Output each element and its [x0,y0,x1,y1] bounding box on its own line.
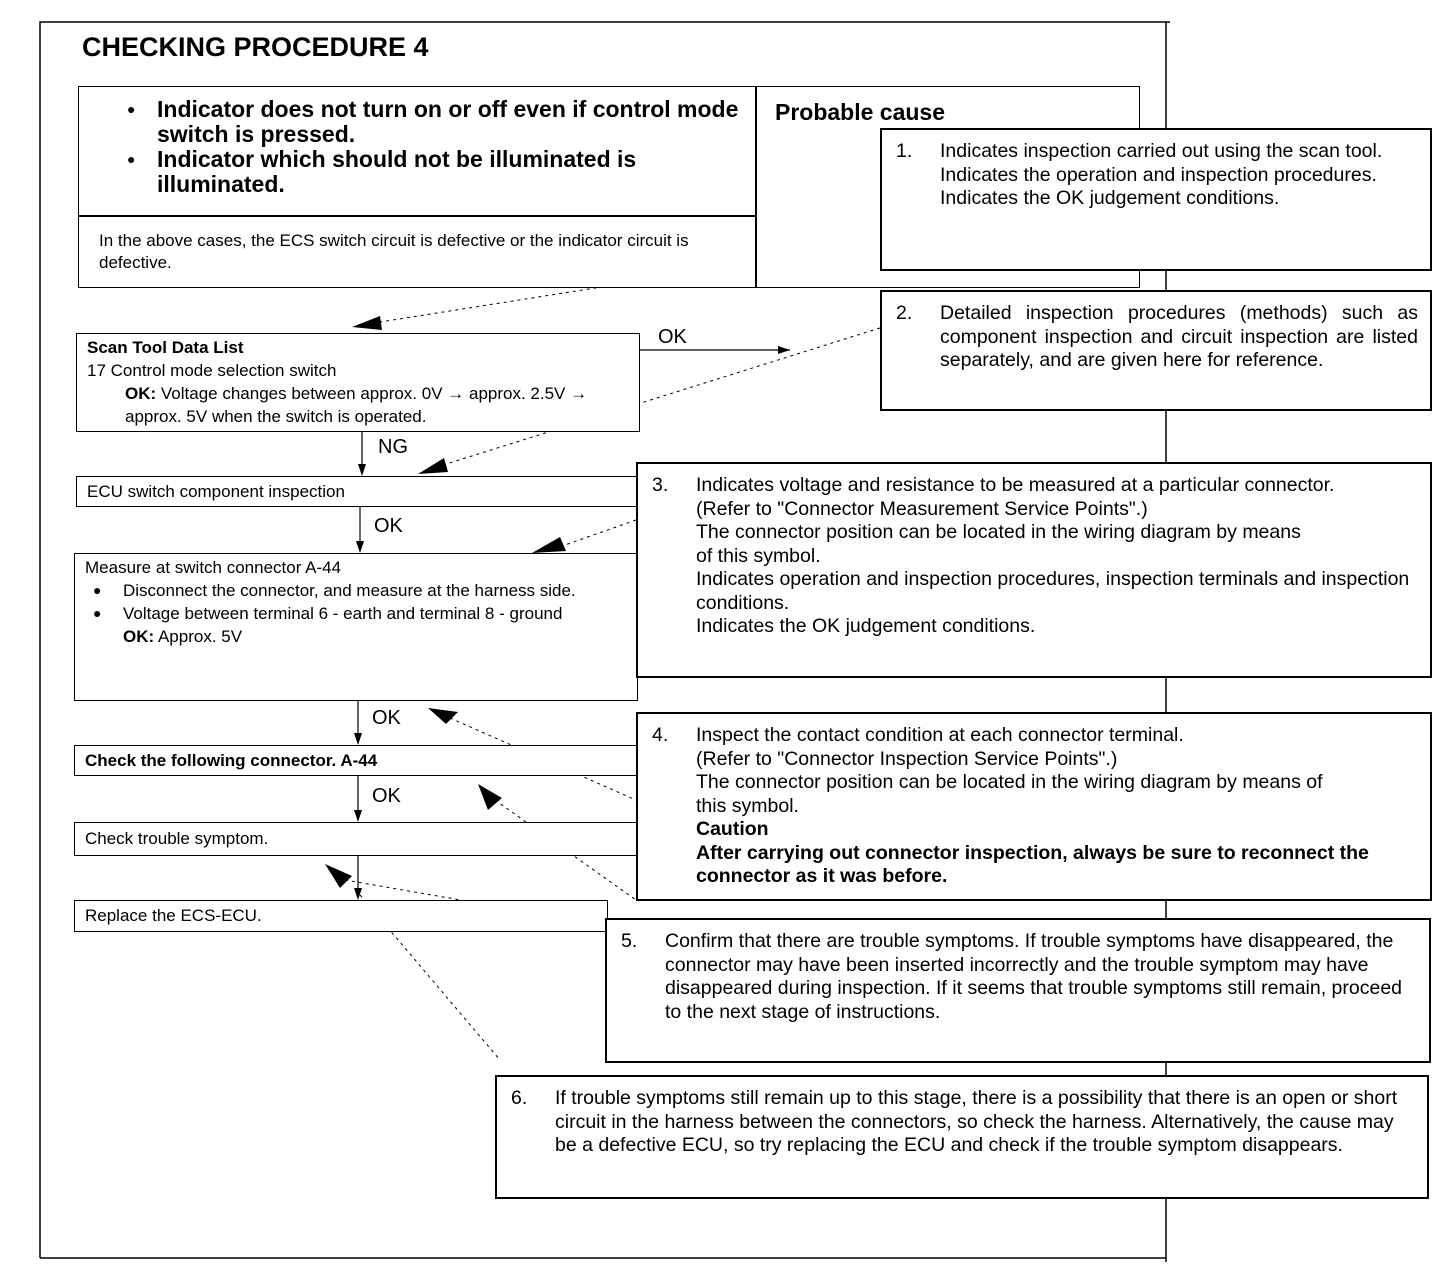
pointer-triangle-icon [352,316,382,330]
callout-1 [880,128,1432,271]
pointer-triangle-icon [532,537,566,553]
symptom-item: ● Indicator which should not be illuminated is illuminated. [119,147,739,197]
callout-line: Indicates the OK judgement conditions. [696,615,1036,637]
measure-title: Measure at switch connector A-44 [85,558,342,577]
callout-text: If trouble symptoms still remain up to this stage, there is a possibility that there is an open or short circuit in the harness between the connectors, so check the harness. Alternatively, the cause may be a defective ECU, so try replacing the ECU and check if the trouble symptom disappears. [555,1087,1398,1156]
callout-6 [495,1075,1429,1199]
callout-line: Indicates voltage and resistance to be measured at a particular connector. [696,474,1335,496]
pointer-triangle-icon [478,784,502,810]
explanation-text: In the above cases, the ECS switch circuit is defective or the indicator circuit is defective. [99,231,689,272]
callout-line: Indicates inspection carried out using the scan tool. [940,140,1383,162]
ok-label: OK: [123,627,155,646]
ecu-inspection-box: ECU switch component inspection [76,476,638,507]
arrowhead-icon [354,733,362,745]
caution-text: After carrying out connector inspection, always be sure to reconnect the connector as it was before. [696,841,1369,887]
ok-label-1: OK [374,515,403,537]
check-symptom-box: Check trouble symptom. [74,822,638,856]
arrowhead-icon [356,541,364,553]
callout-3 [636,462,1432,678]
callout-line: (Refer to "Connector Measurement Service Points".) [696,497,1148,520]
arrowhead-icon [354,888,362,900]
scan-tool-ok [87,382,629,428]
divider [79,215,756,217]
ok-text: Approx. 5V [154,627,243,646]
scan-tool-box [76,333,640,432]
probable-cause-heading: Probable cause [775,99,946,125]
measure-box [74,553,638,701]
callout-number: 4. [652,724,669,746]
ok-label-3: OK [372,785,401,807]
callout-number: 2. [896,302,913,324]
callout-text: Confirm that there are trouble symptoms. If trouble symptoms have disappeared, the connector may have been inserted incorrectly and the trouble symptom may have disappeared during inspection. If it seems that trouble symptoms still remain, proceed to the next stage of instructions. [665,930,1403,1023]
arrowhead-icon [778,346,790,354]
check-connector-box: Check the following connector. A-44 [74,745,638,776]
callout-5 [605,918,1431,1063]
ok-label: OK: [125,384,157,403]
measure-ok [85,625,627,648]
arrowhead-icon [354,810,362,822]
callout-line: Indicates the operation and inspection procedures. [940,163,1377,186]
symptom-item: ● Indicator does not turn on or off even if control mode switch is pressed. [119,97,739,147]
arrowhead-icon [358,464,366,476]
callout-text: Detailed inspection procedures (methods) such as component inspection and circuit inspection are listed separately, and are given here for reference. [940,302,1418,371]
callout-2 [880,290,1432,411]
page-title: CHECKING PROCEDURE 4 [82,32,429,62]
replace-ecu-box: Replace the ECS-ECU. [74,900,608,932]
ok-label-2: OK [372,707,401,729]
pointer-triangle-icon [418,458,448,474]
ng-label: NG [378,436,408,458]
callout-number: 5. [621,930,638,952]
callout-number: 3. [652,474,669,496]
caution-label: Caution [696,818,769,840]
pointer-triangle-icon [428,708,458,724]
ok-right-label: OK [658,326,687,348]
symptom-list [119,97,739,197]
scan-tool-title: Scan Tool Data List [87,338,244,357]
callout-line: Indicates operation and inspection procedures, inspection terminals and inspection conditions. [696,568,1410,614]
callout-4 [636,712,1432,901]
pointer-triangle-icon [325,864,352,888]
leader-3 [565,520,636,545]
measure-bullet: ● Disconnect the connector, and measure at the harness side. [85,579,627,602]
measure-bullet: ● Voltage between terminal 6 - earth and terminal 8 - ground [85,602,627,625]
callout-line: The connector position can be located in the wiring diagram by means of this symbol. [696,521,1301,567]
ok-text: Voltage changes between approx. 0V → approx. 2.5V → approx. 5V when the switch is operated. [125,384,588,426]
callout-line: (Refer to "Connector Inspection Service Points".) [696,747,1118,770]
divider [755,87,757,287]
scan-tool-item: 17 Control mode selection switch [87,361,337,380]
callout-line: Inspect the contact condition at each connector terminal. [696,724,1184,746]
callout-line: The connector position can be located in the wiring diagram by means of this symbol. [696,771,1323,817]
callout-number: 6. [511,1087,528,1109]
callout-number: 1. [896,140,913,162]
callout-line: Indicates the OK judgement conditions. [940,187,1280,209]
